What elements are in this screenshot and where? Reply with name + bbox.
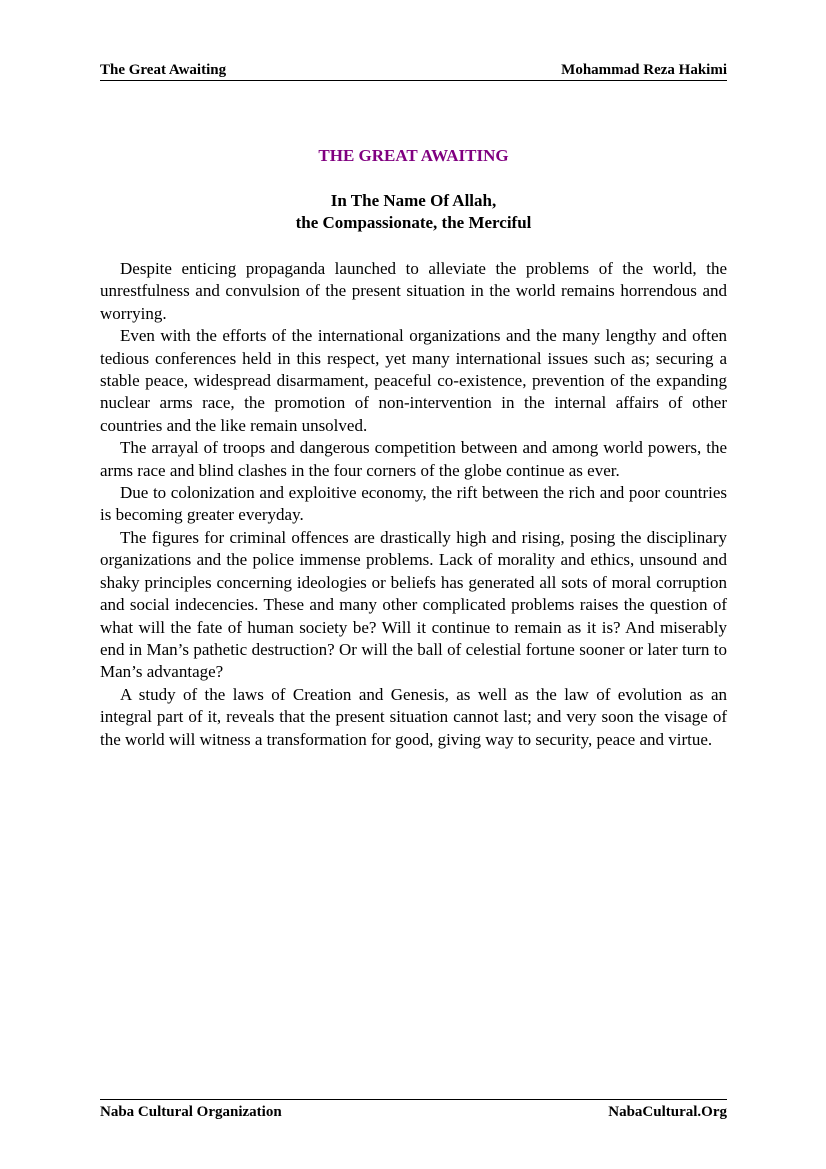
body-text <box>100 258 727 751</box>
running-footer <box>100 1099 727 1122</box>
footer-organization: Naba Cultural Organization <box>100 1104 282 1120</box>
running-header <box>100 60 727 81</box>
header-book-title: The Great Awaiting <box>100 62 227 78</box>
paragraph: A study of the laws of Creation and Genesis, as well as the law of evolution as an integral part of it, reveals that the present situation cannot last; and very soon the visage of the world will witness a transformation for good, giving way to security, peace and virtue. <box>100 684 727 749</box>
footer-website: NabaCultural.Org <box>608 1104 727 1120</box>
paragraph: The arrayal of troops and dangerous competition between and among world powers, the arms race and blind clashes in the four corners of the globe continue as ever. <box>100 438 727 480</box>
paragraph: Due to colonization and exploitive economy, the rift between the rich and poor countries is becoming greater everyday. <box>100 483 727 525</box>
invocation-heading <box>100 190 727 234</box>
page-title: THE GREAT AWAITING <box>318 146 509 165</box>
invocation-line-1: In The Name Of Allah, <box>330 191 497 210</box>
header-author: Mohammad Reza Hakimi <box>561 62 727 78</box>
paragraph: Despite enticing propaganda launched to alleviate the problems of the world, the unrestfulness and convulsion of the present situation in the world remains horrendous and worrying. <box>100 259 727 323</box>
paragraph: The figures for criminal offences are drastically high and rising, posing the disciplinary organizations and the police immense problems. Lack of morality and ethics, unsound and shaky principles concerning ideologies or beliefs has generated all sots of moral corruption and social indecencies. These and many other complicated problems raises the question of what will the fate of human society be? Will it continue to remain as it is? And miserably end in Man’s pathetic destruction? Or will the ball of celestial fortune sooner or later turn to Man’s advantage? <box>100 527 727 682</box>
paragraph: Even with the efforts of the international organizations and the many lengthy and often tedious conferences held in this respect, yet many international issues such as; securing a stable peace, widespread disarmament, peaceful co-existence, prevention of the expanding nuclear arms race, the promotion of non-intervention in the internal affairs of other countries and the like remain unsolved. <box>100 326 727 435</box>
invocation-line-2: the Compassionate, the Merciful <box>295 213 532 232</box>
